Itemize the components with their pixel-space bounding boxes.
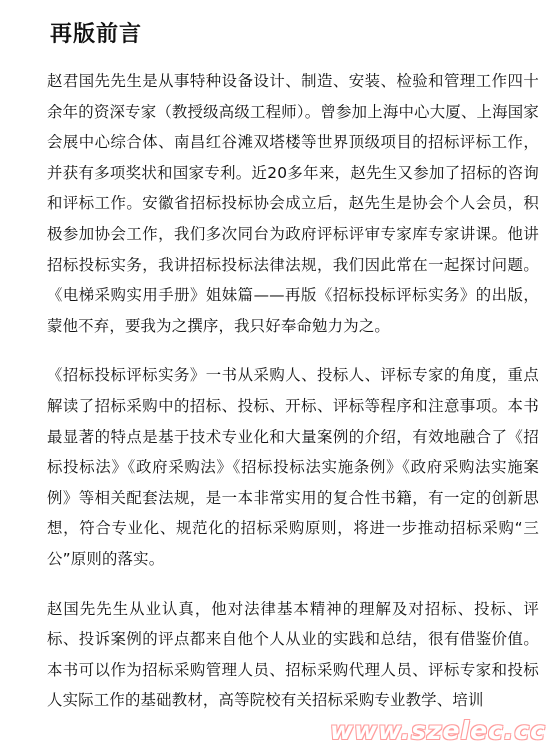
paragraph-2: 《招标投标评标实务》一书从采购人、投标人、评标专家的角度，重点解读了招标采购中的招标、投标、开标、评标等程序和注意事项。本书最显著的特点是基于技术专业化和大量案例的介绍，有效地融合了《招标投标法》《政府采购法》《招标投标法实施条例》《政府采购法实施案例》等相关配套法规，是一本非常实用的复合性书籍，有一定的创新思想，符合专业化、规范化的招标采购原则，将进一步推动招标采购“三公”原则的落实。 [47, 366, 539, 568]
paragraph-1: 赵君国先先生是从事特种设备设计、制造、安装、检验和管理工作四十余年的资深专家（教授级高级工程师）。曾参加上海中心大厦、上海国家会展中心综合体、南昌红谷滩双塔楼等世界顶级项目的招标评标工作，并获有多项奖状和国家专利。近20多年来，赵先生又参加了招标的咨询和评标工作。安徽省招标投标协会成立后，赵先生是协会个人会员，积极参加协会工作，我们多次同台为政府评标评审专家库专家讲课。他讲招标投标实务，我讲招标投标法律法规，我们因此常在一起探讨问题。《电梯采购实用手册》姐妹篇——再版《招标投标评标实务》的出版，蒙他不弃，要我为之撰序，我只好奉命勉力为之。 [47, 72, 539, 335]
preface-body [47, 66, 539, 735]
paragraph-3: 赵国先先生从业认真，他对法律基本精神的理解及对招标、投标、评标、投诉案例的评点都来自他个人从业的实践和总结，很有借鉴价值。本书可以作为招标采购管理人员、招标采购代理人员、评标专家和投标人实际工作的基础教材，高等院校有关招标采购专业教学、培训 [47, 599, 539, 710]
site-watermark: www.szelec.cc [329, 716, 546, 745]
page-title: 再版前言 [50, 21, 143, 47]
